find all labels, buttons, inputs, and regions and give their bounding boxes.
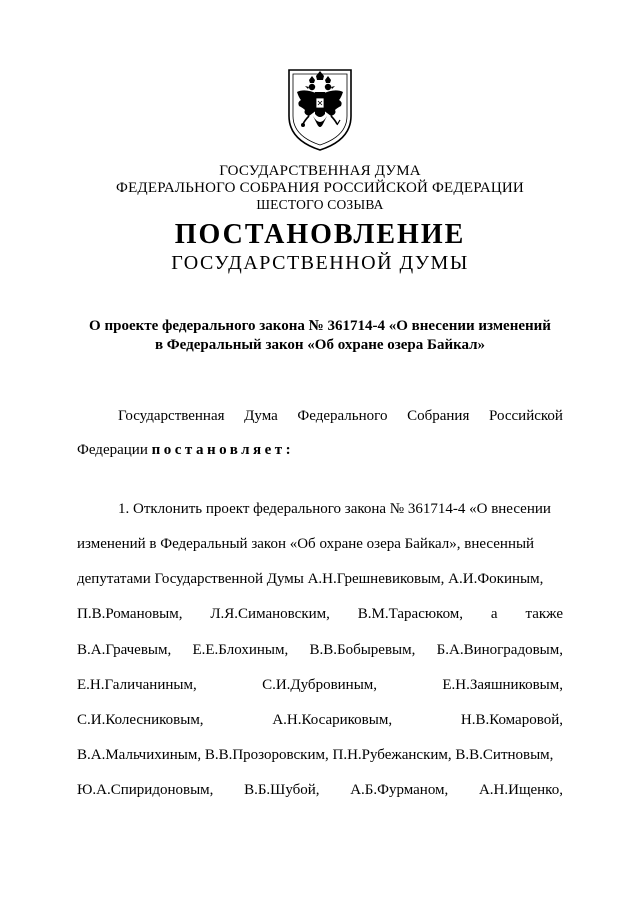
body-line-3 [77,570,563,588]
header-line-3: ШЕСТОГО СОЗЫВА [256,197,384,212]
body-word: С.И.Дубровиным, [262,677,378,693]
header-line-1: ГОСУДАРСТВЕННАЯ ДУМА [219,163,421,179]
body-line-9 [77,781,563,799]
body-word: А.Б.Фурманом, [350,782,449,798]
body-word: а [490,606,498,622]
body-word: В.Б.Шубой, [244,782,320,798]
subject-line-2: в Федеральный закон «Об охране озера Байкал» [154,337,486,353]
body-word: С.И.Колесниковым, [77,712,204,728]
preamble-prefix: Федерации [77,442,152,458]
preamble-resolves: постановляет: [151,442,295,458]
subject-line-1: О проекте федерального закона № 361714-4 «О внесении изменений [89,318,551,334]
body-word: Б.А.Виноградовым, [436,642,563,658]
body-word: Е.Н.Галичаниным, [77,677,197,693]
header-line-2: ФЕДЕРАЛЬНОГО СОБРАНИЯ РОССИЙСКОЙ ФЕДЕРАЦИИ [116,180,524,196]
body-line-7 [77,711,563,729]
body-text: В.А.Мальчихиным, В.В.Прозоровским, П.Н.Рубежанским, В.В.Ситновым, [77,747,554,763]
body-line-4 [77,605,563,623]
preamble-word: Государственная [118,408,225,424]
preamble-word: Дума [244,408,278,424]
preamble-word: Федерального [297,408,388,424]
preamble-line-2 [77,441,563,459]
coat-of-arms-icon [285,66,355,152]
body-word: Е.Н.Заяшниковым, [442,677,563,693]
body-line-2 [77,535,563,553]
preamble-word: Собрания [407,408,470,424]
body-line-8 [77,746,563,764]
body-line-5 [77,641,563,659]
body-word: В.А.Грачевым, [77,642,172,658]
preamble-line-1 [118,407,563,425]
preamble-word: Российской [489,408,563,424]
body-word: также [525,606,563,622]
body-word: В.М.Тарасюком, [357,606,464,622]
body-word: Ю.А.Спиридоновым, [77,782,214,798]
body-word: А.Н.Косариковым, [272,712,393,728]
document-title: ПОСТАНОВЛЕНИЕ [174,219,466,250]
body-word: Л.Я.Симановским, [210,606,330,622]
body-word: Е.Е.Блохиным, [192,642,289,658]
body-word: Н.В.Комаровой, [460,712,563,728]
body-text: депутатами Государственной Думы А.Н.Грешневиковым, А.И.Фокиным, [77,571,544,587]
body-line-6 [77,676,563,694]
body-text: 1. Отклонить проект федерального закона № 361714-4 «О внесении [118,501,551,517]
body-text: изменений в Федеральный закон «Об охране озера Байкал», внесенный [77,536,535,552]
body-word: П.В.Романовым, [77,606,183,622]
body-word: В.В.Бобыревым, [309,642,416,658]
document-subtitle: ГОСУДАРСТВЕННОЙ ДУМЫ [171,252,469,274]
body-word: А.Н.Ищенко, [478,782,563,798]
body-line-1 [118,500,563,518]
